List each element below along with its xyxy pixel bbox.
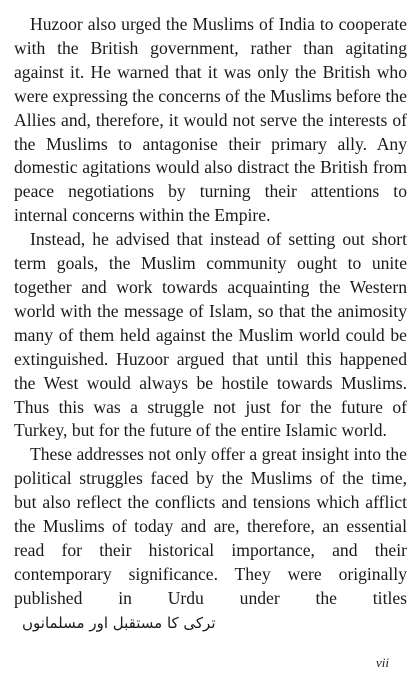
paragraph-3-text: These addresses not only offer a great insight into the political struggles faced by the Muslims of the time, but also reflect the conflicts and tensions which afflict the Muslims of today and are, therefore, an essential read for their historical importance, and their contemporary significance. They were originally published in Urdu under the titles <box>14 444 407 608</box>
page-number: vii <box>376 655 389 670</box>
paragraph-2: Instead, he advised that instead of setting out short term goals, the Muslim community ought to unite together and work towards acquainting the Western world with the message of Islam, so that the animosity many of them held against the Muslim world could be extinguished. Huzoor argued that until this happened the West would always be hostile towards Muslims. Thus this was a struggle not just for the future of Turkey, but for the future of the entire Islamic world. <box>14 229 407 441</box>
paragraph-1: Huzoor also urged the Muslims of India to cooperate with the British government, rather than agitating against it. He warned that it was only the British who were expressing the concerns of the Muslims before the Allies and, therefore, it would not serve the interests of the Muslims to antagonise their primary ally. Any domestic agitations would also distract the British from peace negotiations by turning their attentions to internal concerns within the Empire. <box>14 14 407 226</box>
urdu-title: ترکی کا مستقبل اور مسلمانوں <box>22 613 216 632</box>
body-text <box>14 13 407 636</box>
paragraph-3 <box>14 443 407 635</box>
